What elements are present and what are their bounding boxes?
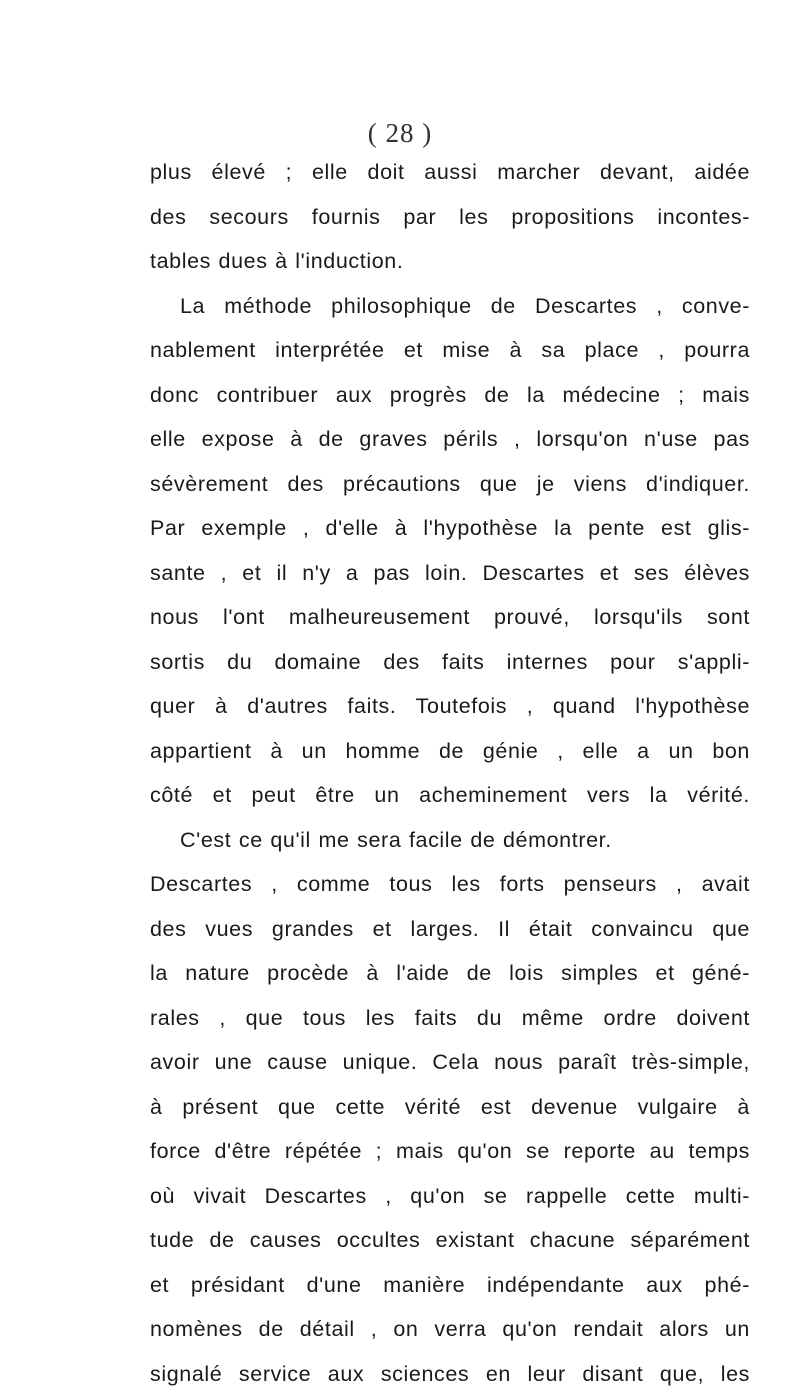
- text-line: sante , et il n'y a pas loin. Descartes et ses élèves: [150, 551, 750, 596]
- text-line: tude de causes occultes existant chacune séparément: [150, 1218, 750, 1263]
- text-line: côté et peut être un acheminement vers la vérité.: [150, 773, 750, 818]
- body-text: [150, 150, 750, 1396]
- text-line: signalé service aux sciences en leur disant que, les: [150, 1352, 750, 1396]
- text-line: donc contribuer aux progrès de la médecine ; mais: [150, 373, 750, 418]
- text-line: La méthode philosophique de Descartes , conve-: [150, 284, 750, 329]
- text-line: sévèrement des précautions que je viens d'indiquer.: [150, 462, 750, 507]
- text-line: Par exemple , d'elle à l'hypothèse la pente est glis-: [150, 506, 750, 551]
- text-line: à présent que cette vérité est devenue vulgaire à: [150, 1085, 750, 1130]
- text-line: sortis du domaine des faits internes pour s'appli-: [150, 640, 750, 685]
- text-line: où vivait Descartes , qu'on se rappelle cette multi-: [150, 1174, 750, 1219]
- text-line: avoir une cause unique. Cela nous paraît très-simple,: [150, 1040, 750, 1085]
- text-line: appartient à un homme de génie , elle a un bon: [150, 729, 750, 774]
- text-line: la nature procède à l'aide de lois simples et géné-: [150, 951, 750, 996]
- text-line: C'est ce qu'il me sera facile de démontrer.: [150, 818, 750, 863]
- text-line: et présidant d'une manière indépendante aux phé-: [150, 1263, 750, 1308]
- text-line: des vues grandes et larges. Il était convaincu que: [150, 907, 750, 952]
- text-line: nous l'ont malheureusement prouvé, lorsqu'ils sont: [150, 595, 750, 640]
- text-line: Descartes , comme tous les forts penseurs , avait: [150, 862, 750, 907]
- text-line: quer à d'autres faits. Toutefois , quand l'hypothèse: [150, 684, 750, 729]
- text-line: elle expose à de graves périls , lorsqu'on n'use pas: [150, 417, 750, 462]
- text-line: des secours fournis par les propositions incontes-: [150, 195, 750, 240]
- text-line: force d'être répétée ; mais qu'on se reporte au temps: [150, 1129, 750, 1174]
- text-line: tables dues à l'induction.: [150, 239, 750, 284]
- text-line: rales , que tous les faits du même ordre doivent: [150, 996, 750, 1041]
- page-number: ( 28 ): [0, 118, 800, 149]
- text-line: nomènes de détail , on verra qu'on rendait alors un: [150, 1307, 750, 1352]
- text-line: plus élevé ; elle doit aussi marcher devant, aidée: [150, 150, 750, 195]
- text-line: nablement interprétée et mise à sa place , pourra: [150, 328, 750, 373]
